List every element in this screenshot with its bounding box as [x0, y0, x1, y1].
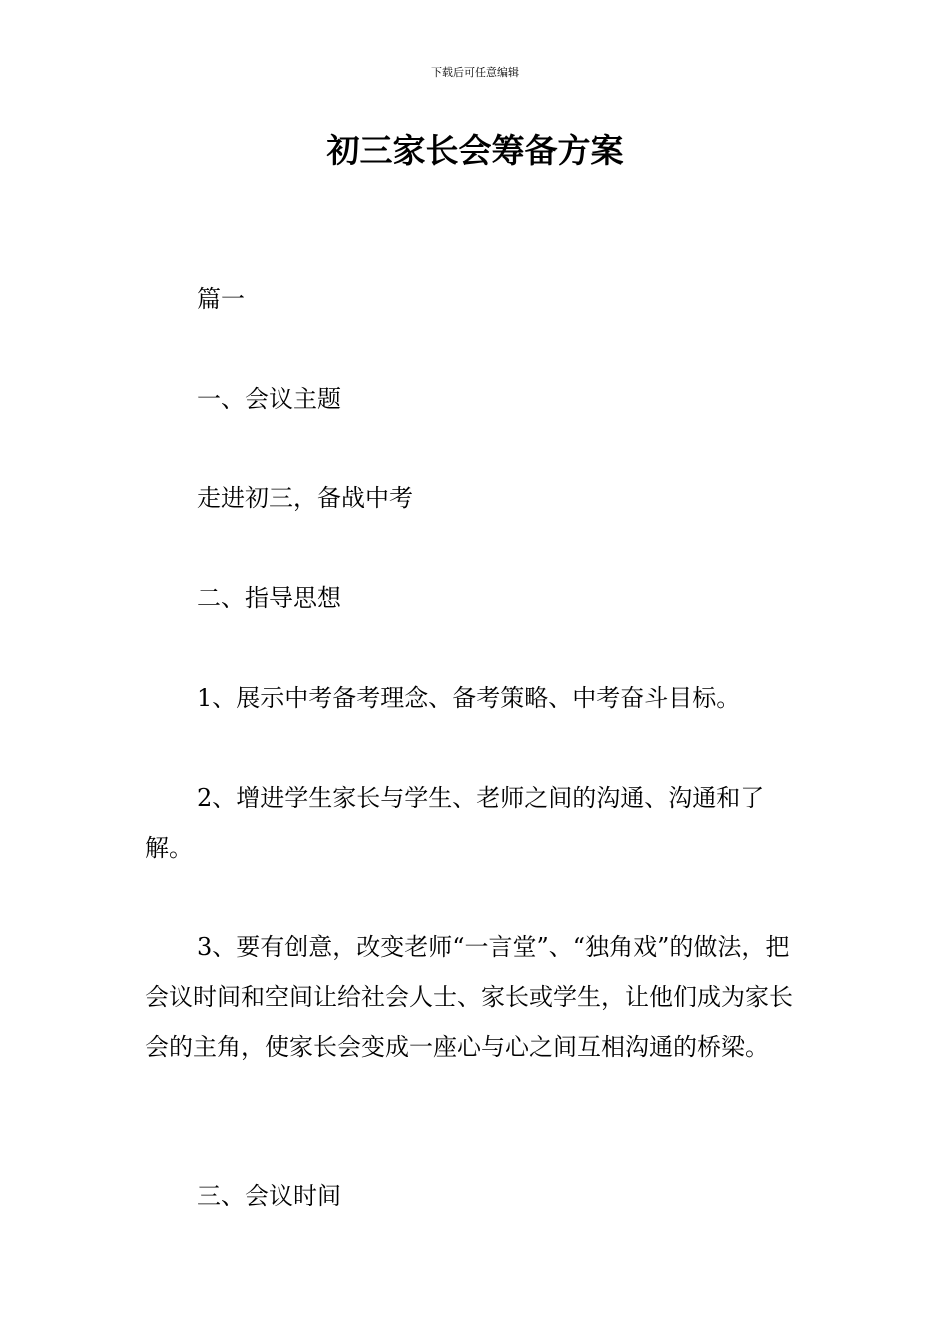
guiding-item-3: 3、要有创意，改变老师“一言堂”、“独角戏”的做法，把会议时间和空间让给社会人士、家长或学生，让他们成为家长会的主角，使家长会变成一座心与心之间互相沟通的桥梁。 — [145, 933, 793, 1061]
heading-guiding-idea: 二、指导思想 — [197, 584, 341, 612]
heading-meeting-time: 三、会议时间 — [197, 1182, 341, 1210]
guiding-item-2: 2、增进学生家长与学生、老师之间的沟通、沟通和了解。 — [145, 784, 765, 862]
heading-meeting-theme: 一、会议主题 — [197, 385, 341, 413]
meeting-theme-text: 走进初三，备战中考 — [197, 484, 413, 512]
section-label: 篇一 — [197, 285, 245, 313]
page-header-note: 下载后可任意编辑 — [431, 66, 519, 79]
guiding-item-1: 1、展示中考备考理念、备考策略、中考奋斗目标。 — [197, 684, 741, 712]
document-title: 初三家长会筹备方案 — [326, 131, 624, 170]
